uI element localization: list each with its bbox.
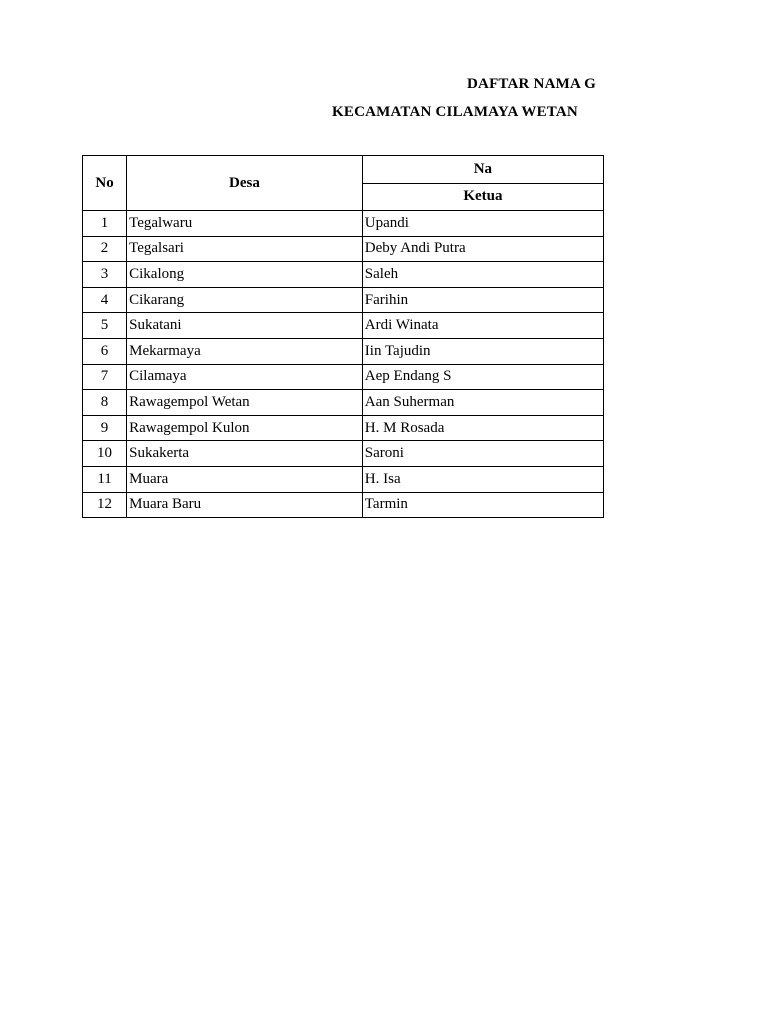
table-row bbox=[83, 441, 604, 467]
cell-desa: Cikalong bbox=[127, 262, 363, 288]
table-row bbox=[83, 236, 604, 262]
cell-desa: Rawagempol Wetan bbox=[127, 390, 363, 416]
cell-desa: Mekarmaya bbox=[127, 338, 363, 364]
header-group: Na bbox=[362, 156, 603, 184]
table-row bbox=[83, 287, 604, 313]
cell-no: 1 bbox=[83, 211, 127, 237]
cell-no: 8 bbox=[83, 390, 127, 416]
cell-no: 7 bbox=[83, 364, 127, 390]
cell-no: 11 bbox=[83, 466, 127, 492]
cell-desa: Sukakerta bbox=[127, 441, 363, 467]
header-ketua: Ketua bbox=[362, 183, 603, 211]
cell-ketua: H. Isa bbox=[362, 466, 603, 492]
cell-no: 2 bbox=[83, 236, 127, 262]
cell-desa: Sukatani bbox=[127, 313, 363, 339]
table-row bbox=[83, 390, 604, 416]
cell-desa: Tegalwaru bbox=[127, 211, 363, 237]
document-subtitle: KECAMATAN CILAMAYA WETAN bbox=[332, 104, 578, 120]
cell-ketua: Upandi bbox=[362, 211, 603, 237]
header-no: No bbox=[83, 156, 127, 211]
cell-ketua: Deby Andi Putra bbox=[362, 236, 603, 262]
cell-no: 12 bbox=[83, 492, 127, 518]
table-row bbox=[83, 313, 604, 339]
cell-no: 4 bbox=[83, 287, 127, 313]
cell-no: 9 bbox=[83, 415, 127, 441]
cell-ketua: Aan Suherman bbox=[362, 390, 603, 416]
cell-ketua: Ardi Winata bbox=[362, 313, 603, 339]
table-row bbox=[83, 466, 604, 492]
cell-no: 5 bbox=[83, 313, 127, 339]
cell-no: 10 bbox=[83, 441, 127, 467]
table-row bbox=[83, 211, 604, 237]
village-table bbox=[82, 155, 604, 518]
cell-desa: Muara bbox=[127, 466, 363, 492]
table-row bbox=[83, 492, 604, 518]
cell-no: 6 bbox=[83, 338, 127, 364]
cell-desa: Rawagempol Kulon bbox=[127, 415, 363, 441]
cell-desa: Cilamaya bbox=[127, 364, 363, 390]
cell-ketua: Tarmin bbox=[362, 492, 603, 518]
table-row bbox=[83, 262, 604, 288]
cell-desa: Muara Baru bbox=[127, 492, 363, 518]
cell-desa: Tegalsari bbox=[127, 236, 363, 262]
table-row bbox=[83, 364, 604, 390]
table-row bbox=[83, 338, 604, 364]
cell-ketua: Aep Endang S bbox=[362, 364, 603, 390]
header-desa: Desa bbox=[127, 156, 363, 211]
cell-ketua: Iin Tajudin bbox=[362, 338, 603, 364]
table-body bbox=[83, 211, 604, 518]
cell-ketua: Saleh bbox=[362, 262, 603, 288]
table-row bbox=[83, 415, 604, 441]
document-title: DAFTAR NAMA G bbox=[467, 76, 596, 92]
cell-ketua: H. M Rosada bbox=[362, 415, 603, 441]
cell-ketua: Saroni bbox=[362, 441, 603, 467]
cell-no: 3 bbox=[83, 262, 127, 288]
cell-ketua: Farihin bbox=[362, 287, 603, 313]
cell-desa: Cikarang bbox=[127, 287, 363, 313]
